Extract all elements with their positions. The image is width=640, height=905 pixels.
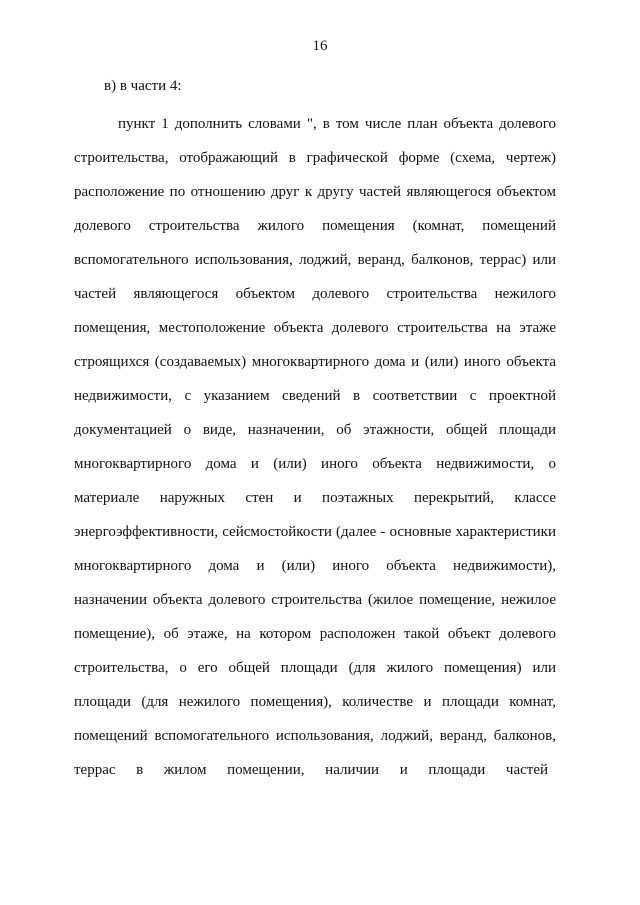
text-line: строительства, о его общей площади (для жилого помещения) или (74, 660, 556, 676)
text-line: помещение), об этаже, на котором расположен такой объект долевого (74, 626, 556, 642)
text-line: террас в жилом помещении, наличии и площади частей (74, 762, 548, 778)
text-line: назначении объекта долевого строительства (жилое помещение, нежилое (74, 592, 556, 608)
text-line: документацией о виде, назначении, об этажности, общей площади (74, 422, 556, 438)
text-line: помещения, местоположение объекта долевого строительства на этаже (74, 320, 556, 336)
page-number: 16 (312, 38, 328, 54)
text-line: строящихся (создаваемых) многоквартирного дома и (или) иного объекта (74, 354, 556, 370)
text-line: недвижимости, с указанием сведений в соответствии с проектной (74, 388, 556, 404)
text-line: строительства, отображающий в графической форме (схема, чертеж) (74, 150, 556, 166)
text-line: многоквартирного дома и (или) иного объекта недвижимости), (74, 558, 556, 574)
text-line: расположение по отношению друг к другу частей являющегося объектом (74, 184, 556, 200)
text-line: материале наружных стен и поэтажных перекрытий, классе (74, 490, 556, 506)
text-line: многоквартирного дома и (или) иного объекта недвижимости, о (74, 456, 556, 472)
section-subheading: в) в части 4: (104, 78, 182, 94)
text-line: частей являющегося объектом долевого строительства нежилого (74, 286, 556, 302)
text-line: площади (для нежилого помещения), количестве и площади комнат, (74, 694, 556, 710)
text-line: пункт 1 дополнить словами ", в том числе план объекта долевого (118, 116, 556, 132)
text-line: помещений вспомогательного использования, лоджий, веранд, балконов, (74, 728, 556, 744)
text-line: вспомогательного использования, лоджий, веранд, балконов, террас) или (74, 252, 556, 268)
text-line: энергоэффективности, сейсмостойкости (далее - основные характеристики (74, 524, 556, 540)
text-line: долевого строительства жилого помещения (комнат, помещений (74, 218, 556, 234)
